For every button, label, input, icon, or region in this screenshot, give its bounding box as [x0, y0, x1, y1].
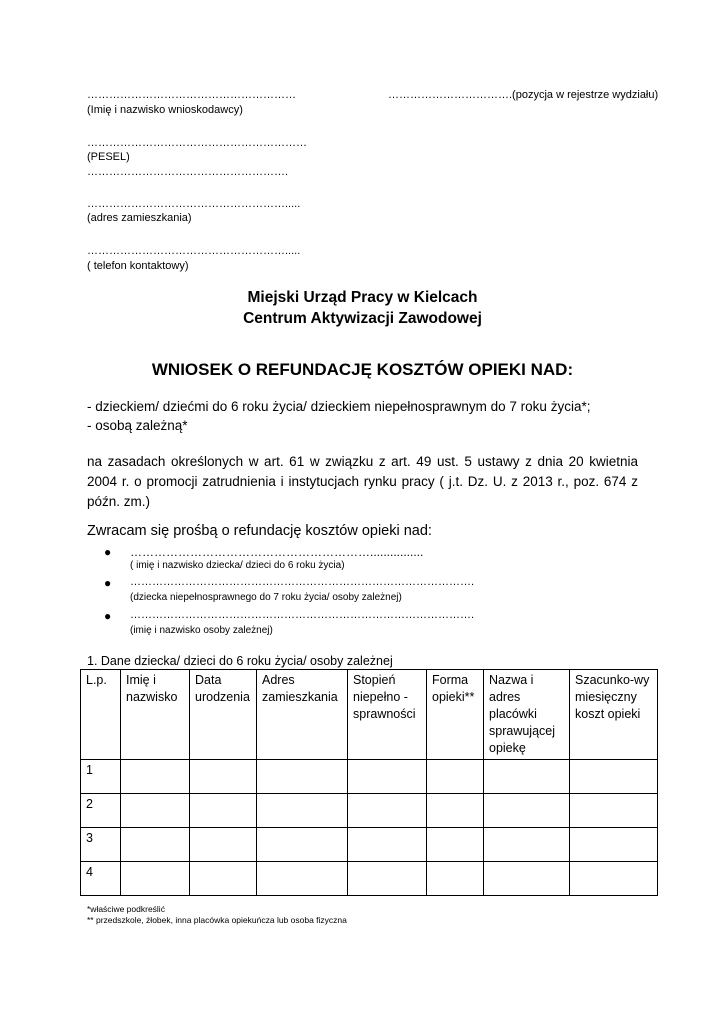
office-department: Centrum Aktywizacji Zawodowej: [243, 310, 482, 327]
bullet-icon: ●: [104, 545, 112, 559]
cost-cell[interactable]: [570, 760, 658, 794]
address-cell[interactable]: [257, 862, 348, 896]
header-name: Imię i nazwisko: [121, 670, 190, 760]
care-form-cell[interactable]: [427, 794, 484, 828]
disability-cell[interactable]: [348, 794, 427, 828]
care-form-cell[interactable]: [427, 828, 484, 862]
request-intro: Zwracam się prośbą o refundację kosztów opieki nad:: [87, 523, 432, 539]
table-row: [81, 862, 658, 896]
facility-cell[interactable]: [484, 794, 570, 828]
row-number: 1: [81, 760, 121, 794]
disabled-child-label: (dziecka niepełnosprawnego do 7 roku życia/ osoby zależnej): [130, 592, 402, 603]
table-row: [81, 794, 658, 828]
table-header-row: [81, 670, 658, 760]
name-cell[interactable]: [121, 794, 190, 828]
dob-cell[interactable]: [190, 760, 257, 794]
dependent-dots: ………………………………………………………………………………….: [130, 609, 475, 621]
document-title: WNIOSEK O REFUNDACJĘ KOSZTÓW OPIEKI NAD:: [151, 360, 574, 379]
office-name: Miejski Urząd Pracy w Kielcach: [247, 289, 478, 306]
child-name-label: ( imię i nazwisko dziecka/ dzieci do 6 roku życia): [130, 560, 345, 571]
option-child: - dzieckiem/ dziećmi do 6 roku życia/ dzieckiem niepełnosprawnym do 7 roku życia*;: [87, 399, 591, 414]
dob-cell[interactable]: [190, 862, 257, 896]
applicant-name-label: (Imię i nazwisko wnioskodawcy): [87, 104, 243, 116]
cost-cell[interactable]: [570, 862, 658, 896]
address-cell[interactable]: [257, 794, 348, 828]
disability-cell[interactable]: [348, 862, 427, 896]
bullet-icon: ●: [104, 576, 112, 590]
registry-position-dots: …………………………….(pozycja w rejestrze wydziału): [388, 89, 659, 101]
name-cell[interactable]: [121, 862, 190, 896]
disabled-child-dots: ………………………………………………………………………………….: [130, 576, 475, 588]
pesel-label: (PESEL): [87, 151, 130, 163]
phone-label: ( telefon kontaktowy): [87, 260, 189, 272]
header-date-of-birth: Data urodzenia: [190, 670, 257, 760]
disability-cell[interactable]: [348, 828, 427, 862]
header-lp: L.p.: [81, 670, 121, 760]
row-number: 3: [81, 828, 121, 862]
children-data-table: [80, 669, 658, 896]
pesel-dots: ……………………………………………………: [87, 137, 307, 149]
child-name-dots: ……………………………………………………................: [130, 545, 424, 559]
row-number: 4: [81, 862, 121, 896]
address-dots: ……………………………………………….....: [87, 198, 301, 210]
phone-dots: ……………………………………………….....: [87, 245, 301, 257]
address-label: (adres zamieszkania): [87, 212, 192, 224]
dob-cell[interactable]: [190, 794, 257, 828]
facility-cell[interactable]: [484, 862, 570, 896]
row-number: 2: [81, 794, 121, 828]
header-facility: Nazwa i adres placówki sprawującej opiekę: [484, 670, 570, 760]
footnote-underline: *właściwe podkreślić: [87, 904, 165, 914]
table-row: [81, 760, 658, 794]
pesel-dots-secondary: ……………………………………………….: [87, 166, 289, 178]
table-caption: 1. Dane dziecka/ dzieci do 6 roku życia/ osoby zależnej: [87, 654, 393, 668]
facility-cell[interactable]: [484, 828, 570, 862]
cost-cell[interactable]: [570, 828, 658, 862]
option-dependent: - osobą zależną*: [87, 418, 188, 433]
legal-basis: na zasadach określonych w art. 61 w związku z art. 49 ust. 5 ustawy z dnia 20 kwietnia 2004 r. o promocji zatrudnienia i instytucjach rynku pracy ( j.t. Dz. U. z 2013 r., poz. 674 z późn. zm.): [87, 454, 638, 509]
disability-cell[interactable]: [348, 760, 427, 794]
name-cell[interactable]: [121, 828, 190, 862]
care-form-cell[interactable]: [427, 760, 484, 794]
dependent-label: (imię i nazwisko osoby zależnej): [130, 625, 273, 636]
care-form-cell[interactable]: [427, 862, 484, 896]
address-cell[interactable]: [257, 760, 348, 794]
table-row: [81, 828, 658, 862]
footnote-care-types: ** przedszkole, żłobek, inna placówka opiekuńcza lub osoba fizyczna: [87, 915, 347, 925]
name-cell[interactable]: [121, 760, 190, 794]
dob-cell[interactable]: [190, 828, 257, 862]
header-disability-degree: Stopień niepełno - sprawności: [348, 670, 427, 760]
facility-cell[interactable]: [484, 760, 570, 794]
header-address: Adres zamieszkania: [257, 670, 348, 760]
header-monthly-cost: Szacunko-wy miesięczny koszt opieki: [570, 670, 658, 760]
bullet-icon: ●: [104, 609, 112, 623]
address-cell[interactable]: [257, 828, 348, 862]
header-care-form: Forma opieki**: [427, 670, 484, 760]
cost-cell[interactable]: [570, 794, 658, 828]
applicant-name-dots: …………………………………………………: [87, 89, 296, 101]
